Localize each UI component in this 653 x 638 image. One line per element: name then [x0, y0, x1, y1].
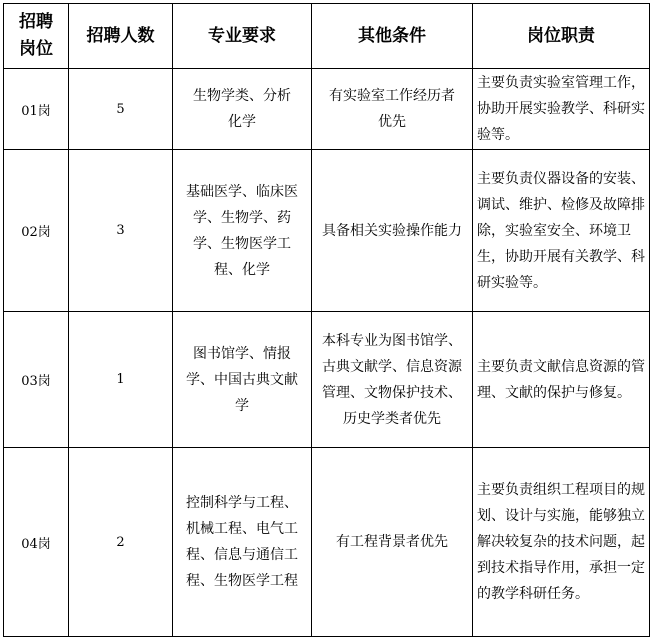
other-cell: 有工程背景者优先 [312, 448, 473, 637]
table-row [4, 448, 650, 637]
table-row [4, 69, 650, 150]
header-other: 其他条件 [312, 4, 473, 69]
recruitment-table [3, 3, 650, 637]
other-cell: 有实验室工作经历者优先 [312, 69, 473, 150]
position-cell: 02岗 [4, 150, 69, 312]
header-position: 招聘岗位 [4, 4, 69, 69]
header-duty: 岗位职责 [473, 4, 650, 69]
count-cell: 1 [69, 312, 173, 448]
table-row [4, 312, 650, 448]
major-cell: 控制科学与工程、机械工程、电气工程、信息与通信工程、生物医学工程 [173, 448, 312, 637]
position-cell: 04岗 [4, 448, 69, 637]
major-cell: 生物学类、分析化学 [173, 69, 312, 150]
header-count: 招聘人数 [69, 4, 173, 69]
other-cell: 本科专业为图书馆学、古典文献学、信息资源管理、文物保护技术、历史学类者优先 [312, 312, 473, 448]
count-cell: 5 [69, 69, 173, 150]
position-cell: 01岗 [4, 69, 69, 150]
duty-cell: 主要负责组织工程项目的规划、设计与实施，能够独立解决较复杂的技术问题，起到技术指导作用，承担一定的教学科研任务。 [473, 448, 650, 637]
major-cell: 基础医学、临床医学、生物学、药学、生物医学工程、化学 [173, 150, 312, 312]
header-major: 专业要求 [173, 4, 312, 69]
major-cell: 图书馆学、情报学、中国古典文献学 [173, 312, 312, 448]
table-row [4, 150, 650, 312]
position-cell: 03岗 [4, 312, 69, 448]
count-cell: 2 [69, 448, 173, 637]
header-row [4, 4, 650, 69]
duty-cell: 主要负责实验室管理工作，协助开展实验教学、科研实验等。 [473, 69, 650, 150]
duty-cell: 主要负责仪器设备的安装、调试、维护、检修及故障排除，实验室安全、环境卫生，协助开展有关教学、科研实验等。 [473, 150, 650, 312]
duty-cell: 主要负责文献信息资源的管理、文献的保护与修复。 [473, 312, 650, 448]
other-cell: 具备相关实验操作能力 [312, 150, 473, 312]
count-cell: 3 [69, 150, 173, 312]
